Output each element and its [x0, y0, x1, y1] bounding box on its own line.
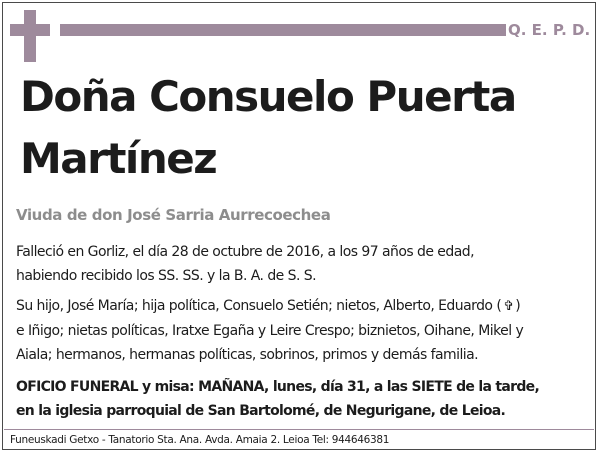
- header-rule: [60, 24, 506, 36]
- paragraph-text: Su hijo, José María; hija política, Consuelo Setién; nietos, Alberto, Eduardo (: [16, 298, 502, 314]
- death-notice-paragraph: [16, 240, 592, 288]
- paragraph-line: en la iglesia parroquial de San Bartolomé, de Negurigane, de Leioa.: [16, 403, 506, 419]
- footer-rule: [4, 429, 594, 430]
- deceased-cross-icon: ✞: [503, 299, 514, 314]
- funeral-home-footer: Funeuskadi Getxo - Tanatorio Sta. Ana. Avda. Amaia 2. Leioa Tel: 944646381: [10, 434, 390, 446]
- qepd-label: Q. E. P. D.: [508, 21, 591, 39]
- paragraph-line: OFICIO FUNERAL y misa: MAÑANA, lunes, día 31, a las SIETE de la tarde,: [16, 379, 540, 395]
- paragraph-line: e Iñigo; nietas políticas, Iratxe Egaña y Leire Crespo; biznietos, Oihane, Mikel y: [16, 323, 524, 339]
- paragraph-text: ): [515, 298, 521, 314]
- paragraph-line: Aiala; hermanos, hermanas políticas, sobrinos, primos y demás familia.: [16, 347, 479, 363]
- deceased-name: [20, 66, 560, 190]
- widow-of-subtitle: Viuda de don José Sarria Aurrecoechea: [16, 206, 331, 224]
- deceased-name-line: Doña Consuelo Puerta: [20, 72, 516, 121]
- cross-icon: [24, 10, 36, 62]
- funeral-service-paragraph: [16, 375, 592, 423]
- family-paragraph: [16, 294, 592, 367]
- cross-icon-crossbar: [10, 24, 50, 36]
- paragraph-line: habiendo recibido los SS. SS. y la B. A. de S. S.: [16, 268, 317, 284]
- deceased-name-line: Martínez: [20, 134, 217, 183]
- paragraph-line: Falleció en Gorliz, el día 28 de octubre de 2016, a los 97 años de edad,: [16, 244, 474, 260]
- paragraph-line: [16, 294, 592, 319]
